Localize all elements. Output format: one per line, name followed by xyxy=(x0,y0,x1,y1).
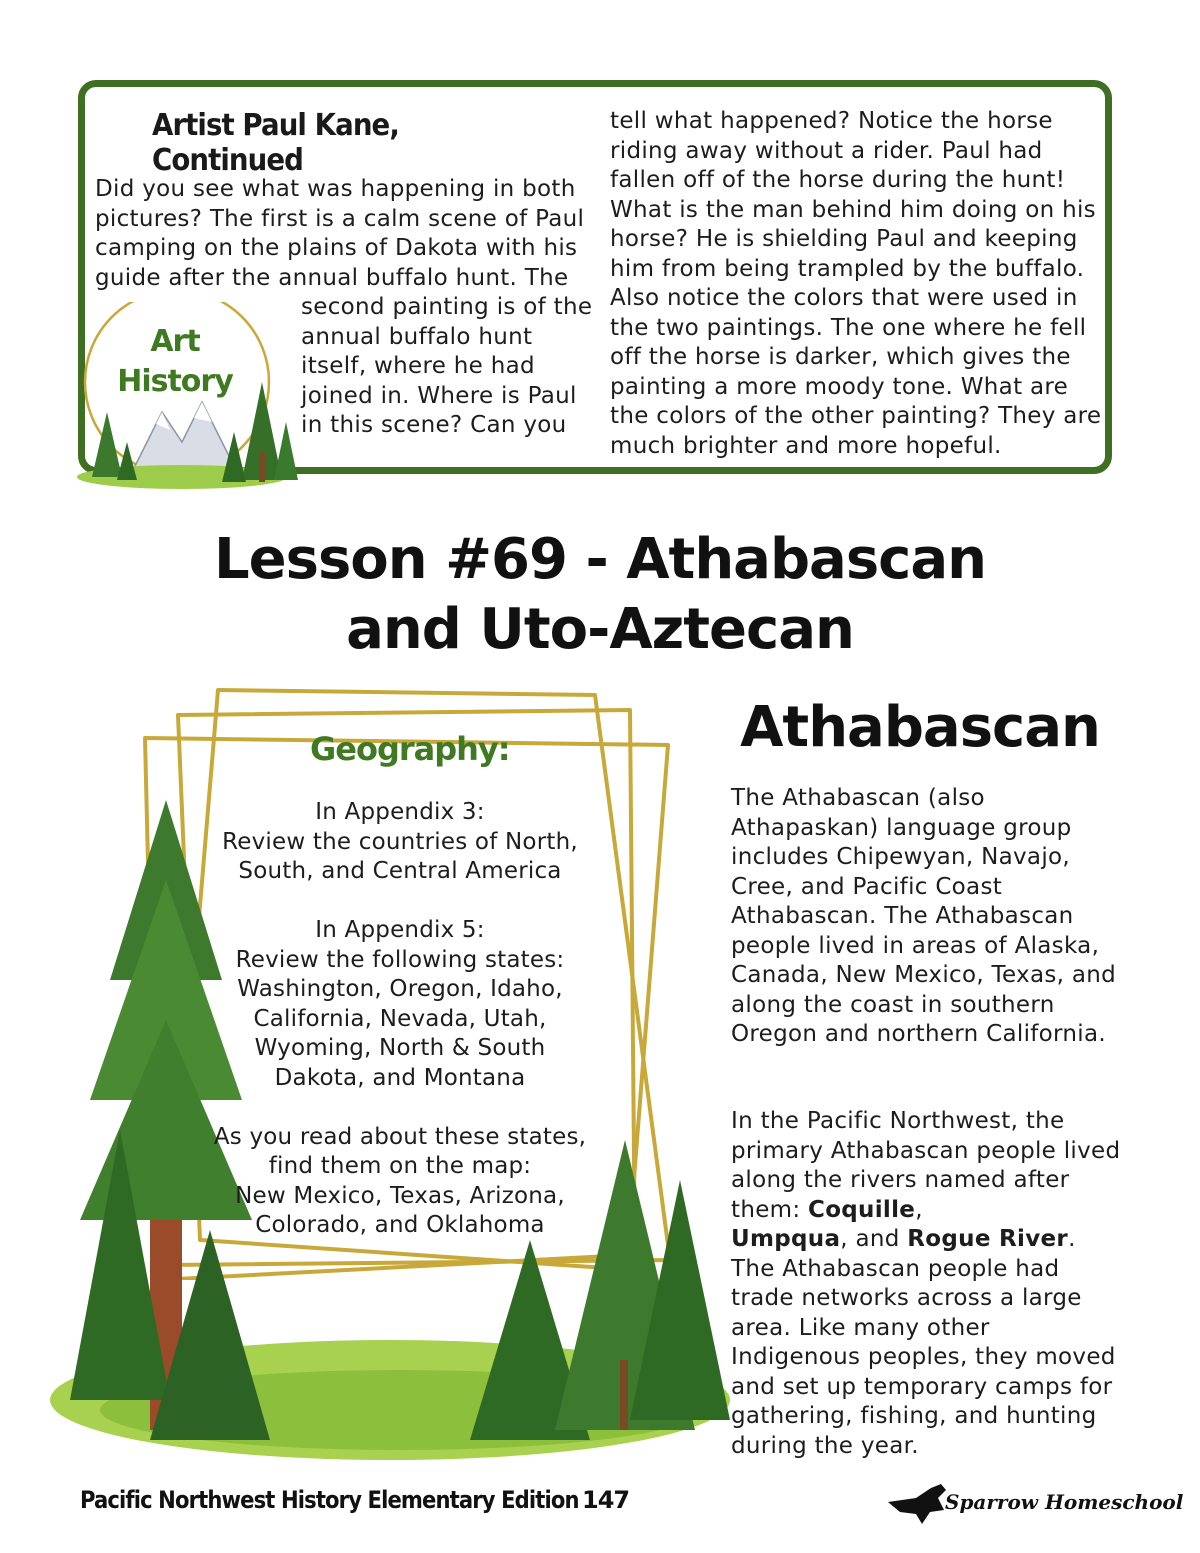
lesson-title-line-2: and Uto-Aztecan xyxy=(346,597,854,662)
geography-text xyxy=(195,798,605,1270)
river-umpqua: Umpqua xyxy=(731,1226,841,1252)
lesson-title-line-1: Lesson #69 - Athabascan xyxy=(213,527,987,592)
athabascan-paragraph-2: In the Pacific Northwest, the primary Athabascan people lived along the rivers named after them: Coquille, Umpqua, and Rogue River. The Athabascan people had trade networks across a large area. Like many other Indigenous peoples, they moved and set up temporary camps for gathering, fishing, and hunting during the year. xyxy=(731,1108,1121,1459)
art-history-badge-label: Art History xyxy=(117,324,233,399)
river-coquille: Coquille xyxy=(808,1196,916,1223)
geography-block-2: In Appendix 5: Review the following states: Washington, Oregon, Idaho, California, Nevada, Utah, Wyoming, North & South Dakota, and Montana xyxy=(235,917,565,1091)
page-number: 147 xyxy=(582,1486,630,1514)
art-history-paragraph-1: Did you see what was happening in both pictures? The first is a calm scene of Paul camping on the plains of Dakota with his guide after the annual buffalo hunt. The xyxy=(95,176,585,291)
art-history-title: Artist Paul Kane, Continued xyxy=(152,108,399,178)
art-history-paragraph-2: second painting is of the annual buffalo hunt itself, where he had joined in. Where is Paul in this scene? Can you xyxy=(301,294,593,438)
athabascan-heading: Athabascan xyxy=(740,695,1100,760)
athabascan-paragraph-1: The Athabascan (also Athapaskan) language group includes Chipewyan, Navajo, Cree, and Pacific Coast Athabascan. The Athabascan people lived in areas of Alaska, Canada, New Mexico, Texas, and along the coast in southern Oregon and northern California. xyxy=(731,785,1117,1047)
geography-block-3: As you read about these states, find them on the map: New Mexico, Texas, Arizona, Colorado, and Oklahoma xyxy=(213,1123,587,1238)
art-history-paragraph-3: tell what happened? Notice the horse riding away without a rider. Paul had fallen off of the horse during the hunt! What is the man behind him doing on his horse? He is shielding Paul and keeping him from being trampled by the buffalo. Also notice the colors that were used in the two paintings. The one where he fell off the horse is darker, which gives the painting a more moody tone. What are the colors of the other painting? They are much brighter and more hopeful. xyxy=(610,108,1102,459)
river-rogue: Rogue River xyxy=(907,1226,1069,1252)
footer-brand: Sparrow Homeschool xyxy=(945,1490,1184,1514)
geography-block-1: In Appendix 3: Review the countries of North, South, and Central America xyxy=(222,799,578,884)
lesson-title xyxy=(0,525,1200,665)
footer-book-title: Pacific Northwest History Elementary Edition xyxy=(80,1486,579,1514)
geography-heading: Geography: xyxy=(310,730,510,768)
